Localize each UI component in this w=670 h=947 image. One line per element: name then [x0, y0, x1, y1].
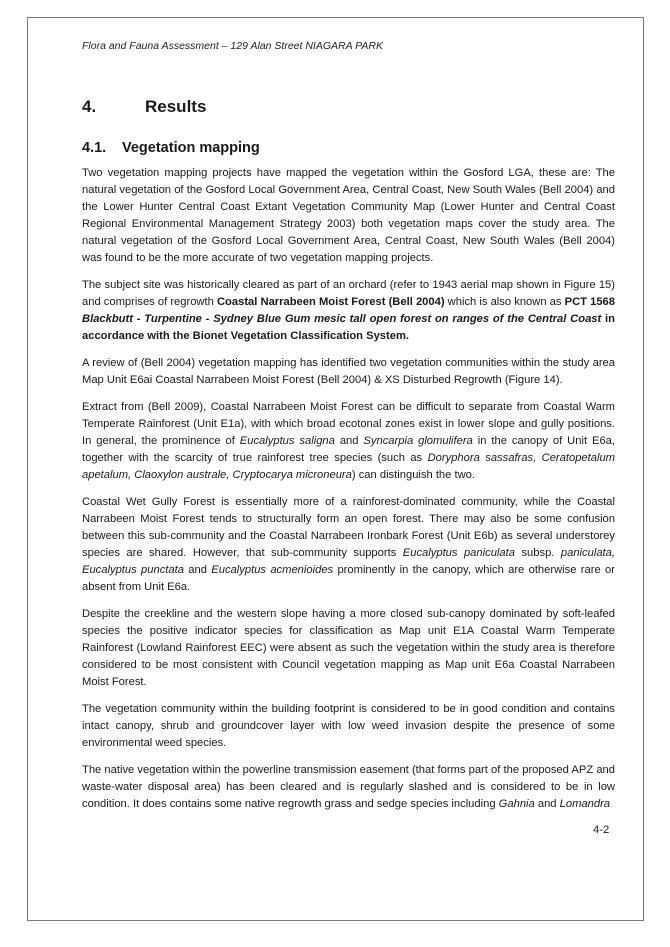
text-run: Eucalyptus acmenioides	[211, 564, 334, 576]
text-run: and	[334, 435, 364, 447]
text-run: Syncarpia glomulifera	[363, 435, 473, 447]
text-run: in accordance with the Bionet Vegetation Classification System.	[82, 313, 615, 342]
text-run: paniculata, Eucalyptus punctata	[82, 547, 615, 576]
subsection-heading	[82, 140, 260, 156]
text-run: ) can distinguish the two.	[351, 469, 476, 481]
text-run: PCT 1568	[564, 296, 616, 308]
page-number: 4-2	[593, 824, 610, 836]
text-run: The vegetation community within the building footprint is considered to be in good condition and contains intact canopy, shrub and groundcover layer with low weed invasion despite the presence of some environmental weed species.	[82, 703, 615, 749]
text-run: Eucalyptus saligna	[239, 435, 335, 447]
body-text	[82, 165, 615, 823]
text-run: and	[534, 798, 560, 810]
text-run: Gahnia	[498, 798, 535, 810]
paragraph	[82, 762, 615, 813]
text-run: Coastal Narrabeen Moist Forest (Bell 2004)	[216, 296, 445, 308]
text-run: Two vegetation mapping projects have mapped the vegetation within the Gosford LGA, these are: The natural vegetation of the Gosford Local Government Area, Central Coast, New South Wales (Bell 2004) and the Lower Hunter Central Coast Extant Vegetation Community Map (Lower Hunter and Central Coast Regional Environmental Management Strategy 2003) both vegetation maps cover the study area. The natural vegetation of the Gosford Local Government Area, Central Coast, New South Wales (Bell 2004) was found to be the more accurate of two vegetation mapping projects.	[82, 167, 615, 264]
text-run: The native vegetation within the powerline transmission easement (that forms part of the proposed APZ and waste-water disposal area) has been cleared and is regularly slashed and is considered to be in low condition. It does contains some native regrowth grass and sedge species including	[82, 764, 615, 810]
paragraph	[82, 606, 615, 691]
section-number: 4.	[82, 97, 97, 116]
text-run: and	[183, 564, 212, 576]
paragraph	[82, 355, 615, 389]
text-run: Eucalyptus paniculata	[402, 547, 515, 559]
text-run: Blackbutt - Turpentine - Sydney Blue Gum mesic tall open forest on ranges of the Central Coast	[82, 313, 602, 325]
text-run: Coastal Wet Gully Forest is essentially more of a rainforest-dominated community, while the Coastal Narrabeen Moist Forest tends to structurally form an open forest. There may also be some confusion between this sub-community and the Coastal Narrabeen Ironbark Forest (Unit E6b) as several understorey species are shared. However, that sub-community supports	[82, 496, 615, 559]
section-heading	[82, 97, 206, 117]
text-run: Lomandra	[559, 798, 611, 810]
text-run: in the canopy of Unit E6a, together with the scarcity of true rainforest tree species (such as	[82, 435, 615, 464]
text-run: prominently in the canopy, which are otherwise rare or absent from Unit E6a.	[82, 564, 615, 593]
paragraph	[82, 701, 615, 752]
text-run: Doryphora sassafras, Ceratopetalum apetalum, Claoxylon australe, Cryptocarya microneura	[82, 452, 615, 481]
running-header: Flora and Fauna Assessment – 129 Alan Street NIAGARA PARK	[82, 40, 383, 52]
text-run: Despite the creekline and the western slope having a more closed sub-canopy dominated by soft-leafed species the positive indicator species for classification as Map unit E1A Coastal Warm Temperate Rainforest (Lowland Rainforest EEC) were absent as such the vegetation within the study area is therefore considered to be most consistent with Council vegetation mapping as Map unit E6a Coastal Narrabeen Moist Forest.	[82, 608, 615, 688]
subsection-title: Vegetation mapping	[122, 140, 260, 156]
subsection-number: 4.1.	[82, 140, 107, 156]
paragraph	[82, 494, 615, 596]
paragraph	[82, 165, 615, 267]
text-run: which is also known as	[444, 296, 565, 308]
text-run: A review of (Bell 2004) vegetation mapping has identified two vegetation communities within the study area Map Unit E6ai Coastal Narrabeen Moist Forest (Bell 2004) & XS Disturbed Regrowth (Figure 14).	[82, 357, 615, 386]
text-run: The subject site was historically cleared as part of an orchard (refer to 1943 aerial map shown in Figure 15) and comprises of regrowth	[82, 279, 615, 308]
paragraph	[82, 399, 615, 484]
section-title: Results	[145, 97, 207, 116]
paragraph	[82, 277, 615, 345]
text-run: subsp.	[514, 547, 561, 559]
text-run: Extract from (Bell 2009), Coastal Narrabeen Moist Forest can be difficult to separate from Coastal Warm Temperate Rainforest (Unit E1a), with which broad ecotonal zones exist in lower slope and gully positions. In general, the prominence of	[82, 401, 615, 447]
